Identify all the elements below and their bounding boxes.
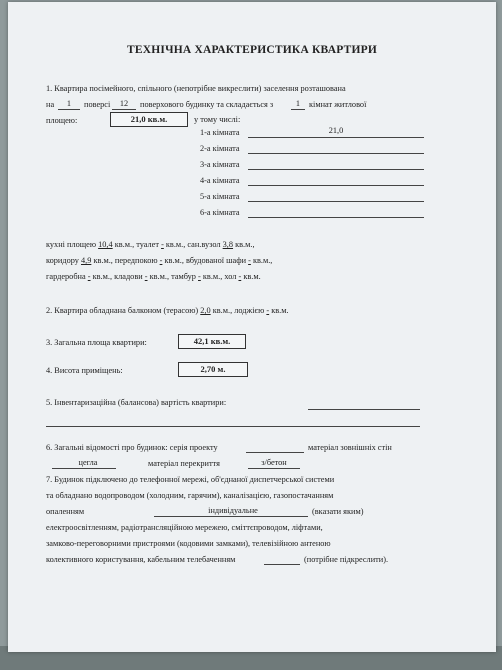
s1-poversi: поверсі [84,100,111,109]
kitchen-area: 10,4 [98,240,113,249]
room-1-line [248,137,424,138]
s7-line-5: замково-переговорними пристроями (кодовими замками), телевізійною антеною [46,539,331,548]
document-page [8,2,496,652]
heating-line [154,516,308,517]
aux-row-1: кухні площею 10,4 кв.м., туалет - кв.м., сан.вузол 3,8 кв.м., [46,240,255,249]
hallway-area: - [159,256,163,265]
s7-line-4: електроосвітленням, радіотрансляційною мережею, сміттєпроводом, ліфтами, [46,523,323,532]
total-area-label: 3. Загальна площа квартири: [46,338,147,347]
height-label: 4. Висота приміщень: [46,366,123,375]
aux-row-3: гардеробна - кв.м., кладови - кв.м., тамбур - кв.м., хол - кв.м. [46,272,261,281]
s7-line-6: колективного користування, кабельним телебаченням [46,555,236,564]
room-3-line [248,169,424,170]
s7-heating-note: (вказати яким) [312,507,364,516]
s6-walls-label: матеріал зовнішніх стін [308,443,392,452]
room-1-value: 21,0 [328,126,344,135]
s6-ceiling-label: матеріал перекриття [148,459,220,468]
ceiling-line [248,468,300,469]
living-area-box: 21,0 кв.м. [110,112,188,127]
value-line-1 [308,409,420,410]
room-3-label: 3-а кімната [200,160,240,169]
s7-line-6-note: (потрібне підкреслити). [304,555,389,564]
balcony-row: 2. Квартира обладнана балконом (терасою) 2,0 кв.м., лоджією - кв.м. [46,306,289,315]
room-4-line [248,185,424,186]
floor-line [58,109,80,110]
rooms-value: 1 [295,99,301,108]
cable-line [264,564,300,565]
room-2-label: 2-а кімната [200,144,240,153]
s1-ploshcheiu: площею: [46,116,78,125]
s1-rooms-text: кімнат житлової [309,100,367,109]
ceiling-value: з/бетон [261,458,287,467]
s7-line-1: 7. Будинок підключено до телефонної мережі, об'єднаної диспетчерської системи [46,475,335,484]
s1-na: на [46,100,55,109]
corridor-area: 4,9 [80,256,92,265]
bathroom-area: 3,8 [222,240,234,249]
walls-value: цегла [78,458,98,467]
s1-line1: 1. Квартира посімейного, спільного (непотрібне викреслити) заселення розташована [46,84,346,93]
room-6-line [248,217,424,218]
s7-heating-label: опаленням [46,507,85,516]
room-5-label: 5-а кімната [200,192,240,201]
pantry-area: - [144,272,148,281]
closet-area: - [248,256,251,265]
s1-u-tomu: у тому числі: [194,115,241,124]
balcony-area: 2,0 [200,306,211,315]
aux-row-2: коридору 4,9 кв.м., передпокою - кв.м., вбудованої шафи - кв.м., [46,256,273,265]
room-4-label: 4-а кімната [200,176,240,185]
s6-series-label: 6. Загальні відомості про будинок: серія проекту [46,443,218,452]
holl-area: - [238,272,242,281]
total-area-box: 42,1 кв.м. [178,334,246,349]
floor-value: 1 [66,99,72,108]
rooms-line [291,109,305,110]
loggia-area: - [266,306,270,315]
room-1-label: 1-а кімната [200,128,240,137]
room-2-line [248,153,424,154]
page-title: ТЕХНІЧНА ХАРАКТЕРИСТИКА КВАРТИРИ [127,44,377,56]
vestibule-area: - [198,272,201,281]
s1-building-text: поверхового будинку та складається з [140,100,274,109]
room-5-line [248,201,424,202]
value-line-2 [46,426,420,427]
s7-line-2: та обладнано водопроводом (холодним, гарячим), каналізацією, газопостачанням [46,491,334,500]
room-6-label: 6-а кімната [200,208,240,217]
floors-total-line [112,109,136,110]
height-box: 2,70 м. [178,362,248,377]
heating-value: індивідуальне [208,506,258,515]
series-line [246,452,304,453]
wardrobe-area: - [87,272,91,281]
value-label: 5. Інвентаризаційна (балансова) вартість квартири: [46,398,227,407]
walls-line [52,468,116,469]
floors-total-value: 12 [119,99,129,108]
toilet-area: - [161,240,164,249]
